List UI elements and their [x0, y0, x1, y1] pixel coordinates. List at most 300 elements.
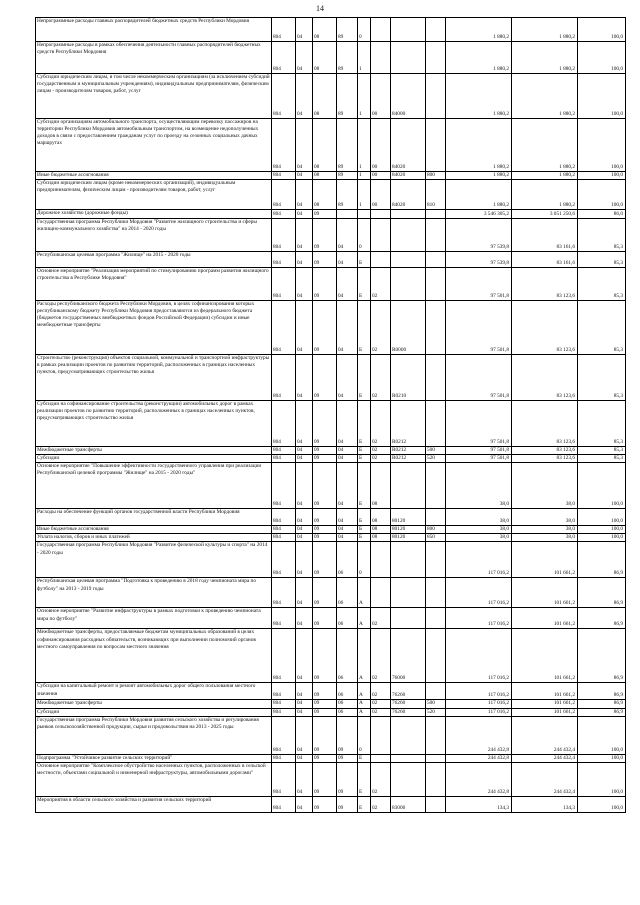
table-row	[36, 447, 626, 455]
code-cell: 804	[272, 716, 296, 754]
code-cell: 08	[371, 509, 391, 526]
percent-cell: 100,0	[578, 754, 626, 762]
percent-cell: 100,0	[578, 180, 626, 210]
code-cell: 804	[272, 509, 296, 526]
code-cell: R0210	[391, 355, 426, 401]
code-cell: 09	[313, 754, 337, 762]
code-cell: 09	[313, 716, 337, 754]
code-cell: 810	[426, 180, 446, 210]
row-title: Субсидии	[36, 455, 272, 463]
code-cell: А	[358, 708, 371, 716]
code-cell	[426, 754, 446, 762]
code-cell: 08	[313, 18, 337, 42]
percent-cell: 100,0	[578, 762, 626, 796]
code-cell: 804	[272, 700, 296, 708]
code-cell: 804	[272, 578, 296, 608]
amount-cell: 1 880,2	[446, 180, 512, 210]
code-cell: Б	[358, 252, 371, 268]
table-row	[36, 210, 626, 219]
code-cell: 804	[272, 683, 296, 700]
amount-cell: 1 880,2	[512, 172, 578, 180]
code-cell: 04	[337, 301, 358, 355]
code-cell: 06	[337, 700, 358, 708]
code-cell	[391, 268, 426, 301]
code-cell: 800	[426, 172, 446, 180]
code-cell: 804	[272, 762, 296, 796]
code-cell: 76000	[391, 629, 426, 683]
code-cell: 80120	[391, 509, 426, 526]
code-cell: 04	[296, 119, 313, 172]
table-row	[36, 534, 626, 542]
amount-cell: 1 880,2	[512, 18, 578, 42]
code-cell: 80120	[391, 526, 426, 534]
code-cell: 02	[371, 700, 391, 708]
table-row	[36, 629, 626, 683]
code-cell: 04	[296, 301, 313, 355]
percent-cell: 86,9	[578, 700, 626, 708]
code-cell: А	[358, 578, 371, 608]
code-cell: 09	[313, 526, 337, 534]
code-cell: 04	[296, 74, 313, 119]
amount-cell: 101 661,2	[512, 608, 578, 629]
table-row	[36, 268, 626, 301]
code-cell: 04	[296, 180, 313, 210]
code-cell	[391, 463, 426, 509]
amount-cell: 97 501,8	[446, 455, 512, 463]
code-cell: Б	[358, 447, 371, 455]
code-cell: 08	[371, 534, 391, 542]
code-cell: 89	[337, 180, 358, 210]
code-cell	[426, 355, 446, 401]
code-cell: 08	[371, 463, 391, 509]
amount-cell: 97 501,8	[446, 401, 512, 447]
code-cell: 04	[337, 447, 358, 455]
amount-cell: 97 539,8	[446, 219, 512, 252]
code-cell: Б	[358, 301, 371, 355]
code-cell: Б	[358, 455, 371, 463]
amount-cell: 3 051 250,6	[512, 210, 578, 219]
code-cell: R0212	[391, 447, 426, 455]
code-cell: 04	[296, 542, 313, 578]
amount-cell: 117 016,2	[446, 578, 512, 608]
amount-cell: 83 123,6	[512, 301, 578, 355]
amount-cell: 244 432,8	[446, 762, 512, 796]
code-cell: 02	[371, 608, 391, 629]
table-row	[36, 301, 626, 355]
code-cell: 804	[272, 252, 296, 268]
code-cell: 0	[358, 542, 371, 578]
code-cell: 76260	[391, 700, 426, 708]
code-cell	[391, 608, 426, 629]
row-title: Республиканская целевая программа "Жилище" на 2015 - 2020 годы	[36, 252, 272, 268]
row-title: Субсидии	[36, 708, 272, 716]
amount-cell: 117 016,2	[446, 708, 512, 716]
code-cell: 06	[337, 578, 358, 608]
code-cell	[426, 210, 446, 219]
code-cell	[371, 542, 391, 578]
amount-cell: 97 501,8	[446, 268, 512, 301]
code-cell: 804	[272, 74, 296, 119]
row-title: Мероприятия в области сельского хозяйства и развития сельских территорий	[36, 796, 272, 812]
code-cell: 89	[337, 172, 358, 180]
code-cell: 520	[426, 708, 446, 716]
code-cell: 02	[371, 708, 391, 716]
code-cell: 83000	[391, 796, 426, 812]
code-cell: 04	[296, 526, 313, 534]
code-cell	[426, 463, 446, 509]
code-cell: 76260	[391, 683, 426, 700]
code-cell: 04	[337, 252, 358, 268]
code-cell: 04	[296, 455, 313, 463]
code-cell: 04	[296, 463, 313, 509]
table-row	[36, 700, 626, 708]
row-title: Подпрограмма "Устойчивое развитие сельских территорий"	[36, 754, 272, 762]
code-cell: 04	[296, 708, 313, 716]
code-cell: 09	[313, 796, 337, 812]
code-cell	[371, 252, 391, 268]
amount-cell: 38,0	[446, 509, 512, 526]
percent-cell: 86,9	[578, 542, 626, 578]
code-cell: 02	[371, 629, 391, 683]
amount-cell: 38,0	[512, 463, 578, 509]
percent-cell: 100,0	[578, 463, 626, 509]
amount-cell: 83 123,6	[512, 268, 578, 301]
code-cell: Б	[358, 355, 371, 401]
code-cell: 06	[337, 542, 358, 578]
amount-cell: 244 432,4	[512, 716, 578, 754]
code-cell: 804	[272, 42, 296, 74]
code-cell: 09	[313, 608, 337, 629]
table-row	[36, 455, 626, 463]
code-cell	[391, 578, 426, 608]
code-cell: 804	[272, 708, 296, 716]
code-cell: 04	[337, 355, 358, 401]
page-number: 14	[316, 4, 324, 13]
code-cell: R0212	[391, 401, 426, 447]
code-cell: 520	[426, 455, 446, 463]
code-cell: 804	[272, 268, 296, 301]
code-cell: 804	[272, 401, 296, 447]
table-row	[36, 526, 626, 534]
amount-cell: 3 546 305,2	[446, 210, 512, 219]
code-cell: 02	[371, 683, 391, 700]
amount-cell: 83 123,6	[512, 401, 578, 447]
code-cell	[391, 762, 426, 796]
code-cell: 09	[313, 447, 337, 455]
code-cell: 04	[296, 401, 313, 447]
code-cell: 08	[313, 42, 337, 74]
percent-cell: 86,9	[578, 683, 626, 700]
code-cell	[371, 754, 391, 762]
table-row	[36, 796, 626, 812]
code-cell: 0	[358, 716, 371, 754]
code-cell: 09	[313, 534, 337, 542]
percent-cell: 100,0	[578, 18, 626, 42]
code-cell: 02	[371, 401, 391, 447]
code-cell: 09	[337, 796, 358, 812]
table-row	[36, 463, 626, 509]
code-cell: 08	[313, 74, 337, 119]
code-cell: 804	[272, 754, 296, 762]
code-cell: 04	[296, 172, 313, 180]
percent-cell: 86,0	[578, 210, 626, 219]
code-cell: Е	[358, 796, 371, 812]
amount-cell: 244 432,4	[512, 754, 578, 762]
amount-cell: 1 880,2	[446, 74, 512, 119]
percent-cell: 86,9	[578, 578, 626, 608]
code-cell	[426, 301, 446, 355]
code-cell: 06	[337, 683, 358, 700]
code-cell: 06	[337, 708, 358, 716]
code-cell	[371, 716, 391, 754]
table-row	[36, 180, 626, 210]
code-cell: 09	[313, 401, 337, 447]
row-title: Субсидии организациям автомобильного транспорта, осуществляющим перевозку пассажиров на территории Республики Мордовия автомобильным транспортом, на возмещение недополученных доходов в связи с предоставлением гражданам услуг по проезду на сезонных социальных дачных маршрутах	[36, 119, 272, 172]
percent-cell: 100,0	[578, 509, 626, 526]
code-cell: 84000	[391, 74, 426, 119]
code-cell: 02	[371, 268, 391, 301]
row-title: Государственная программа Республики Мордовия "Развитие жилищного строительства и сферы жилищно-коммунального хозяйства" на 2014 - 2020 годы	[36, 219, 272, 252]
code-cell: 850	[426, 534, 446, 542]
amount-cell: 97 501,8	[446, 355, 512, 401]
code-cell: 00	[371, 172, 391, 180]
code-cell: 80120	[391, 534, 426, 542]
code-cell: 04	[296, 762, 313, 796]
row-title: Основное мероприятие "Реализация мероприятий по стимулированию программ развития жилищного строительства в Республике Мордовия"	[36, 268, 272, 301]
table-row	[36, 509, 626, 526]
row-title: Межбюджетные трансферты, предоставляемые бюджетам муниципальных образований в целях софинансирования расходных обязательств, возникающих при выполнении полномочий органов местного самоуправления по вопросам местного значения	[36, 629, 272, 683]
code-cell: 04	[296, 42, 313, 74]
amount-cell: 117 016,2	[446, 608, 512, 629]
code-cell: А	[358, 629, 371, 683]
code-cell: 804	[272, 526, 296, 534]
code-cell: 04	[337, 534, 358, 542]
code-cell: 804	[272, 542, 296, 578]
amount-cell: 1 880,2	[512, 74, 578, 119]
code-cell: R0212	[391, 455, 426, 463]
row-title: Иные бюджетные ассигнования	[36, 172, 272, 180]
code-cell: 76260	[391, 708, 426, 716]
amount-cell: 38,0	[446, 463, 512, 509]
percent-cell: 100,0	[578, 119, 626, 172]
percent-cell: 85,3	[578, 268, 626, 301]
code-cell: 09	[313, 463, 337, 509]
code-cell: 09	[313, 762, 337, 796]
row-title: Непрограммные расходы главных распорядителей бюджетных средств Республики Мордовия	[36, 18, 272, 42]
code-cell: 89	[337, 42, 358, 74]
row-title: Непрограммные расходы в рамках обеспечения деятельности главных распорядителей бюджетных средств Республики Мордовия	[36, 42, 272, 74]
code-cell: 09	[313, 455, 337, 463]
code-cell	[426, 683, 446, 700]
amount-cell: 101 661,2	[512, 578, 578, 608]
code-cell	[426, 219, 446, 252]
percent-cell: 100,0	[578, 526, 626, 534]
code-cell: 09	[313, 700, 337, 708]
code-cell: 04	[337, 509, 358, 526]
code-cell: 804	[272, 447, 296, 455]
amount-cell: 134,3	[446, 796, 512, 812]
code-cell	[426, 796, 446, 812]
row-title: Субсидии на софинансирование строительства (реконструкции) автомобильных дорог в рамках реализации проектов по развитию территорий, расположенных в границах населенных пунктов, предусматривающих строительство жилья	[36, 401, 272, 447]
code-cell	[426, 762, 446, 796]
table-row	[36, 542, 626, 578]
code-cell: 04	[296, 608, 313, 629]
code-cell: 09	[313, 683, 337, 700]
percent-cell: 86,9	[578, 608, 626, 629]
code-cell: 89	[337, 119, 358, 172]
percent-cell: 100,0	[578, 716, 626, 754]
code-cell: 04	[337, 219, 358, 252]
code-cell: 04	[296, 252, 313, 268]
budget-table	[35, 17, 626, 813]
code-cell: 1	[358, 119, 371, 172]
amount-cell: 1 880,2	[512, 42, 578, 74]
code-cell: 04	[296, 210, 313, 219]
amount-cell: 1 880,2	[446, 42, 512, 74]
code-cell: 1	[358, 180, 371, 210]
code-cell: 04	[296, 18, 313, 42]
code-cell: 04	[296, 509, 313, 526]
code-cell	[371, 42, 391, 74]
row-title: Расходы республиканского бюджета Республики Мордовия, в целях софинансирования которых республиканскому бюджету Республики Мордовия предоставляются из федерального бюджета (бюджетов государственных внебюджетных фондов Российской Федерации) субсидии и иные межбюджетные трансферты	[36, 301, 272, 355]
code-cell: 1	[358, 172, 371, 180]
row-title: Строительство (реконструкция) объектов социальной, коммунальной и транспортной инфраструктуры в рамках реализации проектов по развитию территорий, расположенных в границах населенных пунктов, предусматривающих строительство жилья	[36, 355, 272, 401]
row-title: Республиканская целевая программа "Подготовка к проведению в 2018 году чемпионата мира по футболу" на 2013 - 2019 годы	[36, 578, 272, 608]
percent-cell: 85,3	[578, 301, 626, 355]
code-cell	[371, 219, 391, 252]
amount-cell: 83 161,6	[512, 252, 578, 268]
code-cell: Б	[358, 509, 371, 526]
code-cell: 804	[272, 455, 296, 463]
code-cell: 04	[296, 629, 313, 683]
code-cell: 02	[371, 447, 391, 455]
code-cell: 02	[371, 762, 391, 796]
code-cell: 00	[371, 74, 391, 119]
code-cell: 09	[337, 716, 358, 754]
row-title: Расходы на обеспечение функций органов государственной власти Республики Мордовия	[36, 509, 272, 526]
code-cell: 09	[313, 301, 337, 355]
code-cell	[426, 578, 446, 608]
amount-cell: 244 432,4	[512, 762, 578, 796]
code-cell	[426, 268, 446, 301]
code-cell: 1	[358, 74, 371, 119]
table-row	[36, 42, 626, 74]
row-title: Основное мероприятие "Комплексное обустройство населенных пунктов, расположенных в сельской местности, объектами социальной и инженерной инфраструктуры, автомобильными дорогами"	[36, 762, 272, 796]
table-row	[36, 172, 626, 180]
code-cell: А	[358, 683, 371, 700]
amount-cell: 101 661,2	[512, 629, 578, 683]
code-cell	[391, 18, 426, 42]
code-cell	[391, 219, 426, 252]
code-cell: 804	[272, 180, 296, 210]
code-cell	[358, 210, 371, 219]
amount-cell: 101 661,2	[512, 542, 578, 578]
code-cell: 09	[337, 754, 358, 762]
code-cell: 500	[426, 700, 446, 708]
code-cell: 800	[426, 526, 446, 534]
code-cell	[371, 210, 391, 219]
percent-cell: 85,3	[578, 252, 626, 268]
code-cell: 02	[371, 301, 391, 355]
code-cell: 0	[358, 18, 371, 42]
code-cell: 00	[371, 119, 391, 172]
code-cell: 89	[337, 74, 358, 119]
table-row	[36, 683, 626, 700]
code-cell: 804	[272, 796, 296, 812]
code-cell: 04	[296, 683, 313, 700]
percent-cell: 85,3	[578, 455, 626, 463]
code-cell: 08	[313, 180, 337, 210]
amount-cell: 97 501,8	[446, 447, 512, 455]
code-cell: 804	[272, 219, 296, 252]
amount-cell: 1 880,2	[446, 172, 512, 180]
amount-cell: 244 432,8	[446, 716, 512, 754]
code-cell	[426, 716, 446, 754]
code-cell: 04	[296, 716, 313, 754]
code-cell: А	[358, 608, 371, 629]
row-title: Субсидии на капитальный ремонт и ремонт автомобильных дорог общего пользования местного значения	[36, 683, 272, 700]
code-cell: 02	[371, 455, 391, 463]
amount-cell: 38,0	[512, 534, 578, 542]
code-cell: 06	[337, 629, 358, 683]
percent-cell: 85,3	[578, 355, 626, 401]
code-cell: 804	[272, 172, 296, 180]
code-cell: 06	[337, 608, 358, 629]
code-cell: 09	[313, 219, 337, 252]
code-cell: 804	[272, 463, 296, 509]
amount-cell: 83 123,6	[512, 455, 578, 463]
code-cell: 1	[358, 42, 371, 74]
percent-cell: 100,0	[578, 796, 626, 812]
table-row	[36, 754, 626, 762]
code-cell: 804	[272, 119, 296, 172]
amount-cell: 1 880,2	[512, 180, 578, 210]
row-title: Дорожное хозяйство (дорожные фонды)	[36, 210, 272, 219]
table-row	[36, 119, 626, 172]
table-row	[36, 578, 626, 608]
amount-cell: 117 016,2	[446, 683, 512, 700]
row-title: Субсидии юридическим лицам (кроме некоммерческих организаций), индивидуальным предпринимателям, физическим лицам - производителям товаров, работ, услуг	[36, 180, 272, 210]
code-cell: 00	[371, 180, 391, 210]
code-cell	[426, 542, 446, 578]
amount-cell: 101 661,2	[512, 683, 578, 700]
row-title: Уплата налогов, сборов и иных платежей	[36, 534, 272, 542]
code-cell: 09	[313, 355, 337, 401]
code-cell: 500	[426, 447, 446, 455]
code-cell	[426, 18, 446, 42]
code-cell: 09	[313, 542, 337, 578]
table-row	[36, 18, 626, 42]
amount-cell: 117 016,2	[446, 542, 512, 578]
code-cell	[391, 42, 426, 74]
amount-cell: 117 016,2	[446, 700, 512, 708]
code-cell: 09	[313, 509, 337, 526]
code-cell: Е	[358, 762, 371, 796]
amount-cell: 38,0	[446, 526, 512, 534]
percent-cell: 100,0	[578, 74, 626, 119]
code-cell: 804	[272, 301, 296, 355]
table-row	[36, 716, 626, 754]
code-cell: 89	[337, 18, 358, 42]
table-row	[36, 252, 626, 268]
percent-cell: 100,0	[578, 534, 626, 542]
row-title: Межбюджетные трансферты	[36, 447, 272, 455]
code-cell	[426, 252, 446, 268]
code-cell: Б	[358, 268, 371, 301]
amount-cell: 1 880,2	[446, 119, 512, 172]
code-cell	[391, 252, 426, 268]
amount-cell: 101 661,2	[512, 700, 578, 708]
